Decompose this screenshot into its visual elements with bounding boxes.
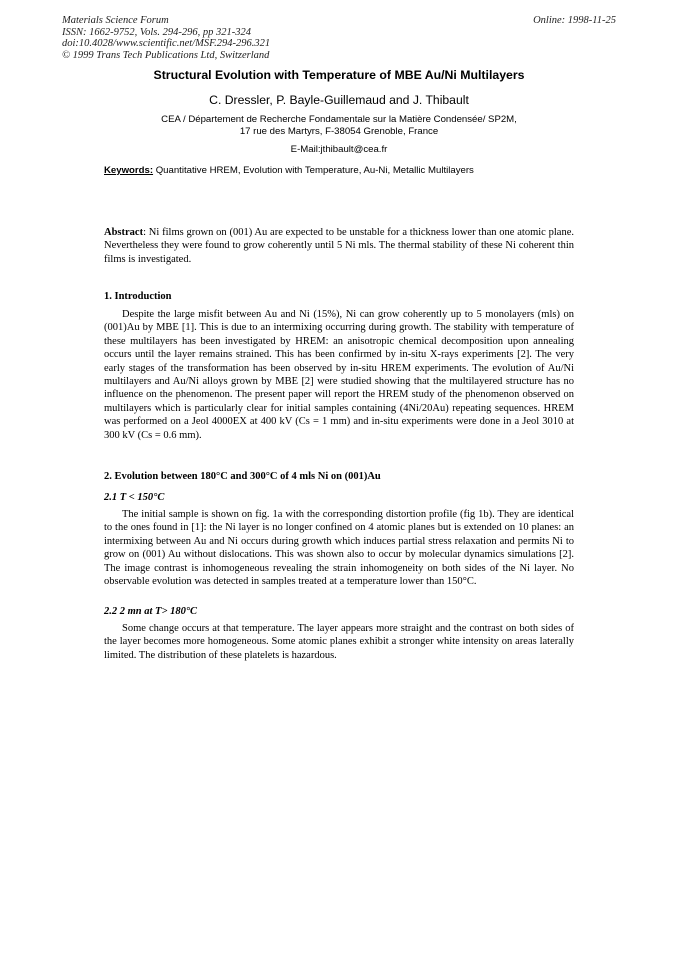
- online-date: Online: 1998-11-25: [533, 15, 616, 26]
- journal-header: [62, 15, 270, 61]
- abstract-label: Abstract: [104, 227, 144, 238]
- affiliation-line-1: CEA / Département de Recherche Fondamentale sur la Matière Condensée/ SP2M,: [161, 114, 517, 125]
- copyright-line: © 1999 Trans Tech Publications Ltd, Switzerland: [62, 49, 270, 61]
- journal-name: Materials Science Forum: [62, 15, 169, 26]
- section-2-2-heading: 2.2 2 mn at T> 180°C: [104, 606, 198, 617]
- keywords-text: Quantitative HREM, Evolution with Temperature, Au-Ni, Metallic Multilayers: [153, 165, 474, 176]
- author-email: E-Mail:jthibault@cea.fr: [290, 144, 388, 155]
- section-2-heading: 2. Evolution between 180°C and 300°C of 4 mls Ni on (001)Au: [104, 471, 381, 482]
- abstract: [104, 226, 574, 266]
- affiliation: [0, 114, 678, 139]
- keywords: [104, 165, 574, 176]
- section-2-2-body: [104, 622, 574, 662]
- section-1-paragraph: Despite the large misfit between Au and Ni (15%), Ni can grow coherently up to 5 monolayers (mls) on (001)Au by MBE [1]. This is due to an intermixing occurring during growth. The stability with temperature of these multilayers has been investigated by HREM: an anisotropic chemical decomposition upon annealing occurs until the layer remains strained. This has been confirmed by in-situ X-rays experiments [2]. The very early stages of the transformation has been observed by in-situ HREM experiments. The evolution of Au/Ni multilayers and Au/Ni alloys grown by MBE [2] were studied showing that the multilayered structure has no influence on the phenomenon. The present paper will report the HREM study of the phenomenon observed on multilayers which is particularly clear for initial samples containing (4Ni/20Au) repeating sequences. HREM was performed on a Jeol 4000EX at 400 kV (Cs = 1 mm) and in-situ experiments were done in a Jeol 3010 at 300 kV (Cs = 0.6 mm).: [104, 309, 574, 441]
- abstract-text: : Ni films grown on (001) Au are expected to be unstable for a thickness lower than one atomic plane. Nevertheless they were found to grow coherently until 5 Ni mls. The thermal stability of these Ni coherent thin films is investigated.: [104, 227, 574, 265]
- affiliation-line-2: 17 rue des Martyrs, F-38054 Grenoble, France: [239, 126, 439, 138]
- doi-line: doi:10.4028/www.scientific.net/MSF.294-296.321: [62, 38, 271, 50]
- issn-line: ISSN: 1662-9752, Vols. 294-296, pp 321-324: [62, 26, 251, 38]
- section-2-1-body: [104, 508, 574, 588]
- paper-authors: C. Dressler, P. Bayle-Guillemaud and J. Thibault: [209, 93, 469, 107]
- keywords-label: Keywords:: [104, 165, 154, 176]
- section-2-1-paragraph: The initial sample is shown on fig. 1a with the corresponding distortion profile (fig 1b). They are identical to the ones found in [1]: the Ni layer is no longer confined on 4 atomic planes but is extended on 10 planes: an intermixing between Au and Ni occurs during growth which induces partial stress relaxation and permits Ni to grow on (001) Au without dislocations. This was shown also to occur by molecular dynamics simulations [2]. The image contrast is inhomogeneous revealing the strain inhomogeneity on both sides of the Ni layer. No observable evolution was detected in samples treated at a temperature lower than 150°C.: [104, 509, 574, 588]
- section-1-body: [104, 308, 574, 442]
- paper-title: Structural Evolution with Temperature of MBE Au/Ni Multilayers: [153, 68, 525, 82]
- section-1-heading: 1. Introduction: [104, 291, 172, 302]
- section-2-1-heading: 2.1 T < 150°C: [104, 492, 165, 503]
- section-2-2-paragraph: Some change occurs at that temperature. The layer appears more straight and the contrast on both sides of the layer becomes more homogeneous. Some atomic planes exhibit a stronger white intensity on areas laterally limited. The distribution of these platelets is hazardous.: [104, 623, 574, 661]
